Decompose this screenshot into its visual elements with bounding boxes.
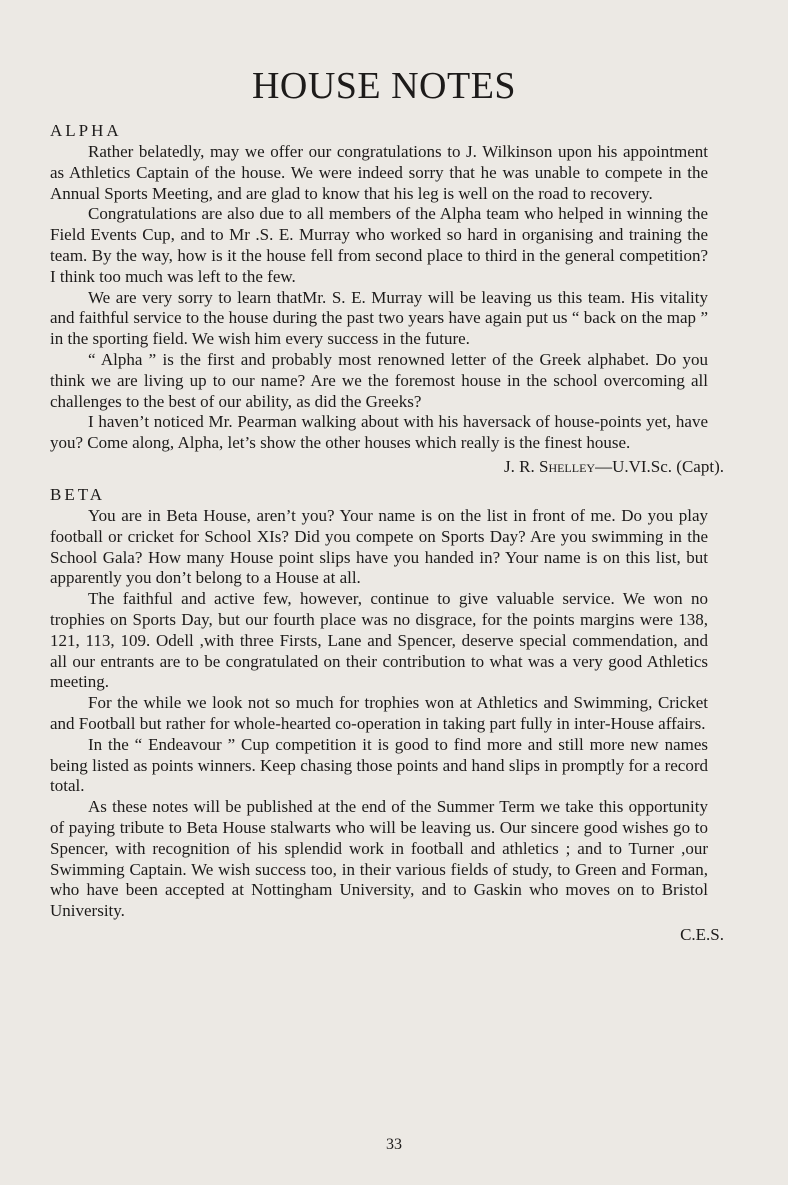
paragraph: You are in Beta House, aren’t you? Your name is on the list in front of me. Do you play football or cricket for School XIs? Did you compete on Sports Day? Are you swimming in the School Gala? How many House point slips have you handed in? Your name is on this list, but apparently you don’t belong to a House at all. [50, 505, 708, 588]
paragraph: As these notes will be published at the end of the Summer Term we take this opportunity of paying tribute to Beta House stalwarts who will be leaving us. Our sincere good wishes go to Spencer, with recognition of his splendid work in football and athletics ; and to Turner ,our Swimming Captain. We wish success too, in their various fields of study, to Green and Forman, who have been accepted at Nottingham University, and to Gaskin who moves on to Bristol University. [50, 797, 708, 921]
paragraph: I haven’t noticed Mr. Pearman walking about with his haversack of house-points yet, have you? Come along, Alpha, let’s show the other houses which really is the finest house. [50, 412, 708, 453]
paragraph: Rather belatedly, may we offer our congratulations to J. Wilkinson upon his appointment as Athletics Captain of the house. We were indeed sorry that he was unable to compete in the Annual Sports Meeting, and are glad to know that his leg is well on the road to recovery. [50, 142, 708, 203]
section-heading: ALPHA [50, 121, 122, 140]
paragraph: Congratulations are also due to all members of the Alpha team who helped in winning the Field Events Cup, and to Mr .S. E. Murray who worked so hard in organising and training the team. By the way, how is it the house fell from second place to third in the general competition? I think too much was left to the few. [50, 204, 708, 286]
section-beta [50, 484, 724, 946]
signature-rest: —U.VI.Sc. (Capt). [595, 456, 724, 476]
signature-name: Shelley [538, 456, 596, 476]
paragraph: In the “ Endeavour ” Cup competition it is good to find more and still more new names being listed as points winners. Keep chasing those points and hand slips in promptly for a record total. [50, 734, 708, 796]
section-alpha [50, 120, 724, 478]
page-number: 33 [386, 1136, 402, 1153]
signature: C.E.S. [680, 924, 724, 944]
signature-initials: J. R. [504, 456, 535, 476]
paragraph: We are very sorry to learn thatMr. S. E. Murray will be leaving us this team. His vitality and faithful service to the house during the past two years have again put us “ back on the map ” in the sporting field. We wish him every success in the future. [50, 287, 708, 349]
paragraph: For the while we look not so much for trophies won at Athletics and Swimming, Cricket and Football but rather for whole-hearted co-operation in taking part fully in inter-House affairs. [50, 693, 708, 733]
paragraph: The faithful and active few, however, continue to give valuable service. We won no trophies on Sports Day, but our fourth place was no disgrace, for the points margins were 138, 121, 113, 109. Odell ,with three Firsts, Lane and Spencer, deserve special commendation, and all our entrants are to be congratulated on their contribution to what was a very good Athletics meeting. [50, 589, 708, 692]
page-title: HOUSE NOTES [251, 65, 517, 107]
signature [50, 456, 724, 478]
section-heading: BETA [50, 484, 106, 504]
paragraph: “ Alpha ” is the first and probably most renowned letter of the Greek alphabet. Do you think we are living up to our name? Are we the foremost house in the school overcoming all challenges to the best of our ability, as did the Greeks? [50, 349, 708, 411]
